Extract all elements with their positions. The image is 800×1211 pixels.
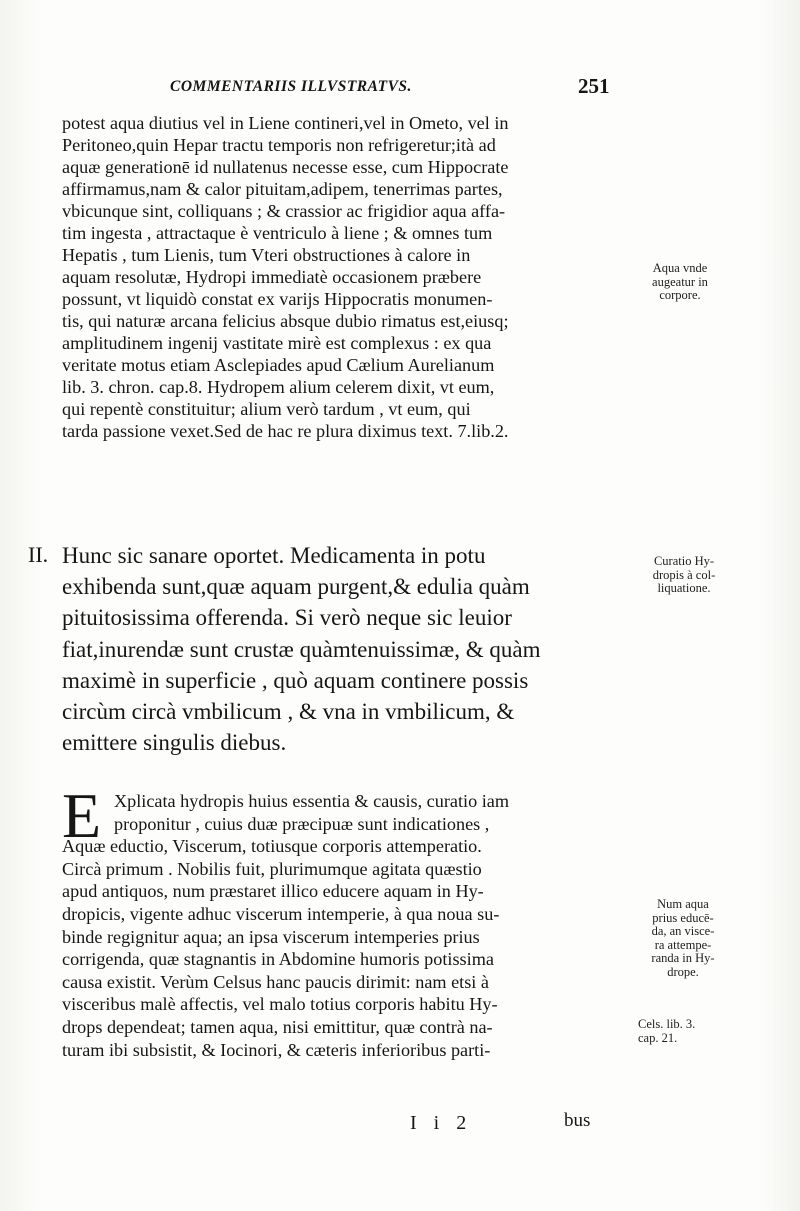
text-line: binde regignitur aqua; an ipsa viscerum intemperies prius — [62, 926, 480, 947]
margin-note-line: ra attempe- — [654, 937, 712, 952]
margin-note-line: prius educē- — [652, 910, 714, 925]
margin-note-line: drope. — [667, 964, 699, 979]
text-line: apud antiquos, num præstaret illico educere aquam in Hy- — [62, 881, 484, 902]
text-line: Aquæ eductio, Viscerum, totiusque corporis attemperatio. — [62, 836, 482, 857]
margin-note-line: cap. 21. — [638, 1030, 678, 1045]
margin-note-line: liquatione. — [657, 581, 711, 595]
text-line: maximè in superficie , quò aquam continere possis — [62, 667, 529, 693]
text-line: veritate motus etiam Asclepiades apud Cælium Aurelianum — [62, 355, 495, 375]
margin-note-line: da, an visce- — [651, 924, 715, 938]
text-line: affirmamus,nam & calor pituitam,adipem, tenerrimas partes, — [62, 179, 503, 199]
text-line: tim ingesta , attractaque è ventriculo à liene ; & omnes tum — [62, 223, 493, 243]
text-line: turam ibi subsistit, & Iocinori, & cæteris inferioribus parti- — [62, 1039, 491, 1060]
margin-note-line: randa in Hy- — [651, 951, 715, 965]
margin-note-line: Curatio Hy- — [653, 554, 715, 568]
text-line: fiat,inurendæ sunt crustæ quàmtenuissimæ, & quàm — [62, 636, 541, 662]
commentary-text — [62, 780, 640, 1061]
text-line: causa existit. Verùm Celsus hanc paucis dirimit: nam etsi à — [62, 971, 489, 992]
margin-note-line: Aqua vnde — [652, 261, 708, 275]
text-line: potest aqua diutius vel in Liene contineri,vel in Ometo, vel in — [62, 113, 509, 133]
text-line: Circà primum . Nobilis fuit, plurimumque agitata quæstio — [62, 858, 482, 879]
margin-note-line: Num aqua — [657, 897, 709, 911]
margin-note-line: corpore. — [659, 288, 701, 302]
section-number: II. — [28, 542, 49, 567]
signature-mark: I i 2 — [410, 1112, 473, 1134]
margin-note-line: dropis à col- — [652, 567, 716, 582]
text-line: emittere singulis diebus. — [62, 730, 287, 756]
text-line: Xplicata hydropis huius essentia & causis, curatio iam — [114, 791, 509, 811]
text-line: amplitudinem ingenij vastitate mirè est complexus : ex qua — [62, 333, 492, 353]
running-title: COMMENTARIIS ILLVSTRATVS. — [170, 78, 412, 95]
catchword: bus — [564, 1110, 591, 1131]
text-line: pituitosissima offerenda. Si verò neque sic leuior — [62, 605, 512, 631]
text-line: dropicis, vigente adhuc viscerum intemperie, à qua noua su- — [62, 903, 500, 924]
text-line: vbicunque sint, colliquans ; & crassior ac frigidior aqua affa- — [62, 201, 506, 221]
text-line: visceribus malè affectis, vel malo totius corporis habitu Hy- — [62, 994, 498, 1015]
text-line: corrigenda, quæ stagnantis in Abdomine humoris potissima — [62, 949, 494, 970]
text-line: aquæ generationē id nullatenus necesse esse, cum Hippocrate — [62, 157, 509, 177]
text-line: Peritoneo,quin Hepar tractu temporis non refrigeretur;ità ad — [62, 135, 496, 155]
text-line: lib. 3. chron. cap.8. Hydropem alium celerem dixit, vt eum, — [62, 377, 495, 397]
text-line: Hepatis , tum Lienis, tum Vteri obstructiones à calore in — [62, 245, 471, 265]
text-line: proponitur , cuius duæ præcipuæ sunt indicationes , — [114, 813, 490, 834]
margin-note-line: augeatur in — [652, 274, 708, 289]
text-line: exhibenda sunt,quæ aquam purgent,& edulia quàm — [62, 574, 530, 600]
margin-note — [640, 262, 720, 303]
page-number: 251 — [578, 74, 610, 98]
margin-note-line: Cels. lib. 3. — [638, 1017, 696, 1031]
text-line: Hunc sic sanare oportet. Medicamenta in potu — [62, 543, 486, 568]
text-line: tis, qui naturæ arcana felicius absque dubio rimatus est,eiusq; — [62, 311, 509, 331]
text-line: tarda passione vexet.Sed de hac re plura diximus text. 7.lib.2. — [62, 421, 509, 441]
text-line: qui repentè constituitur; alium verò tardum , vt eum, qui — [62, 399, 471, 419]
aphorism-text — [62, 540, 640, 758]
margin-note-citation — [638, 1018, 718, 1045]
margin-note — [638, 555, 730, 596]
text-line: aquam resolutæ, Hydropi immediatè occasionem præbere — [62, 267, 482, 287]
drop-capital: E — [62, 780, 102, 851]
text-line: circùm circà vmbilicum , & vna in vmbilicum, & — [62, 699, 515, 725]
text-line: possunt, vt liquidò constat ex varijs Hippocratis monumen- — [62, 289, 493, 309]
margin-note — [637, 898, 729, 979]
text-line: drops dependeat; tamen aqua, nisi emittitur, quæ contrà na- — [62, 1016, 493, 1037]
paragraph-continuation — [62, 112, 640, 442]
